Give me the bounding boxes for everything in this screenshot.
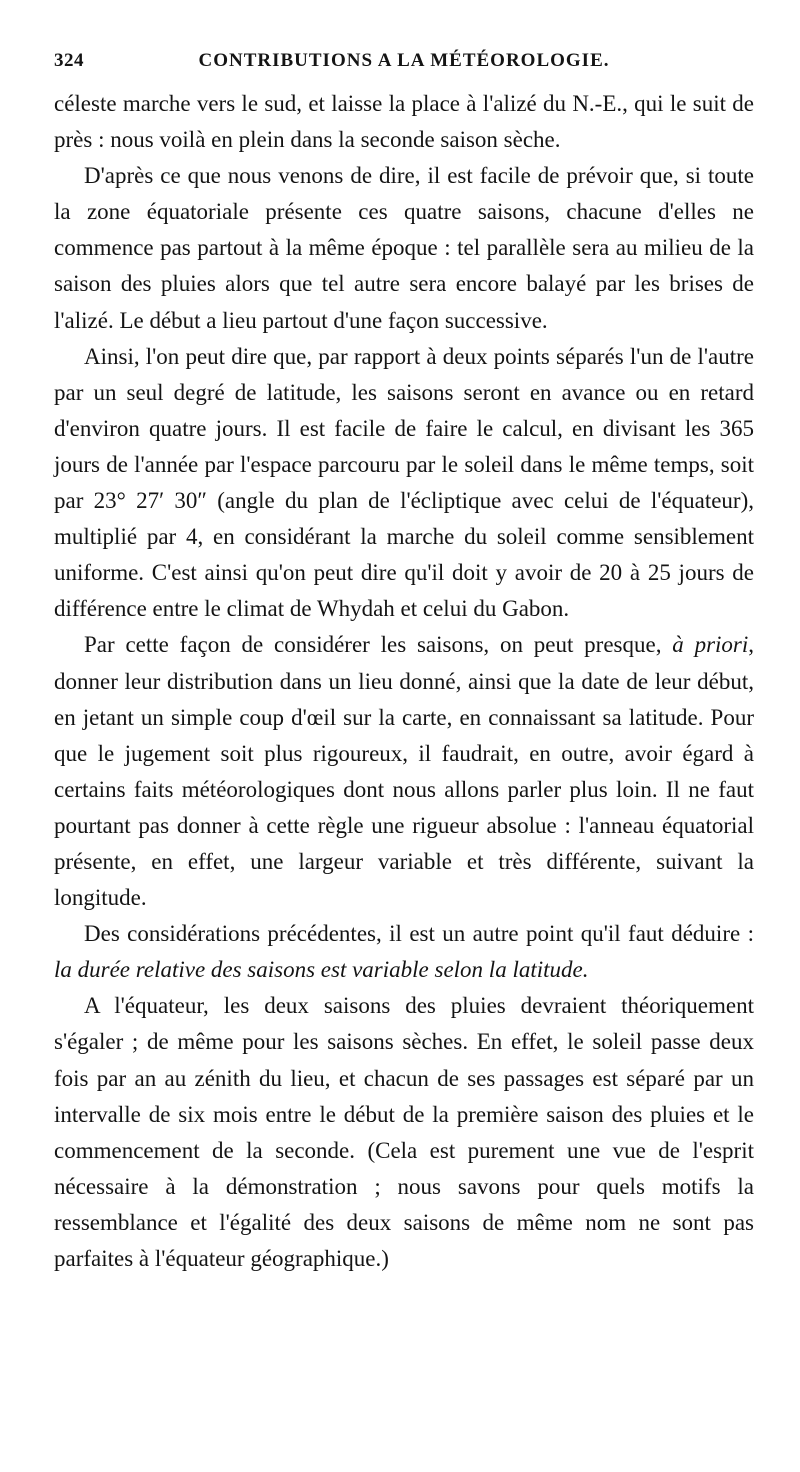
italic-phrase: à priori xyxy=(672,632,749,658)
paragraph-text: Par cette façon de considérer les saisons, on peut presque, xyxy=(84,632,673,658)
book-page xyxy=(54,40,754,1277)
paragraph-text: , donner leur distribution dans un lieu donné, ainsi que la date de leur début, en jetant un simple coup d'œil sur la carte, en connaissant sa latitude. Pour que le jugement soit plus rigoureux, il faudrait, en outre, avoir égard à certains faits météorologiques dont nous allons parler plus loin. Il ne faut pourtant pas donner à cette règle une rigueur absolue : l'anneau équatorial présente, en effet, une largeur variable et très différente, suivant la longitude. xyxy=(54,632,754,911)
paragraph-4 xyxy=(54,627,754,916)
paragraph-2 xyxy=(54,158,754,338)
paragraph-text: céleste marche vers le sud, et laisse la place à l'alizé du N.-E., qui le suit de près : nous voilà en plein dans la seconde saison sèche. xyxy=(54,91,754,153)
paragraph-text: Ainsi, l'on peut dire que, par rapport à deux points séparés l'un de l'autre par un seul degré de latitude, les saisons seront en avance ou en retard d'environ quatre jours. Il est facile de faire le calcul, en divisant les 365 jours de l'année par l'espace parcouru par le soleil dans le même temps, soit par 23° 27′ 30″ (angle du plan de l'écliptique avec celui de l'équateur), multiplié par 4, en considérant la marche du soleil comme sensiblement uniforme. C'est ainsi qu'on peut dire qu'il doit y avoir de 20 à 25 jours de différence entre le climat de Whydah et celui du Gabon. xyxy=(54,343,754,622)
paragraph-6 xyxy=(54,988,754,1277)
paragraph-text: Des considérations précédentes, il est un autre point qu'il faut déduire : xyxy=(84,921,754,947)
italic-phrase: la durée relative des saisons est variable selon la latitude. xyxy=(54,957,589,983)
paragraph-5 xyxy=(54,916,754,988)
paragraph-text: A l'équateur, les deux saisons des pluies devraient théoriquement s'égaler ; de même pour les saisons sèches. En effet, le soleil passe deux fois par an au zénith du lieu, et chacun de ses passages est séparé par un intervalle de six mois entre le début de la première saison des pluies et le commencement de la seconde. (Cela est purement une vue de l'esprit nécessaire à la démonstration ; nous savons pour quels motifs la ressemblance et l'égalité des deux saisons de même nom ne sont pas parfaites à l'équateur géographique.) xyxy=(54,993,754,1271)
running-title: CONTRIBUTIONS A LA MÉTÉOROLOGIE. xyxy=(198,50,610,71)
paragraph-1 xyxy=(54,86,754,158)
paragraph-3 xyxy=(54,339,754,628)
body-text xyxy=(54,86,754,1277)
running-head xyxy=(54,40,754,78)
paragraph-text: D'après ce que nous venons de dire, il est facile de prévoir que, si toute la zone équatoriale présente ces quatre saisons, chacune d'elles ne commence pas partout à la même époque : tel parallèle sera au milieu de la saison des pluies alors que tel autre sera encore balayé par les brises de l'alizé. Le début a lieu partout d'une façon successive. xyxy=(54,163,754,333)
page-number: 324 xyxy=(54,50,84,71)
